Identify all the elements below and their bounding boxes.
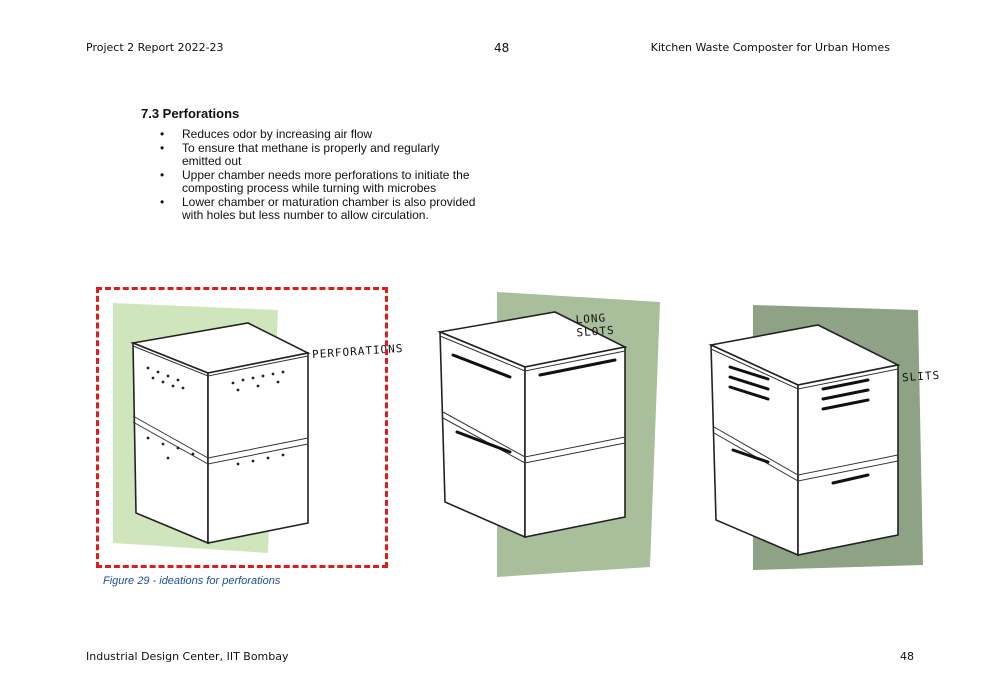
header-page-number: 48 (494, 41, 510, 55)
footer-left: Industrial Design Center, IIT Bombay (86, 650, 289, 663)
header-right: Kitchen Waste Composter for Urban Homes (650, 41, 890, 54)
sketch-slits (708, 305, 948, 575)
highlight-box (96, 287, 388, 568)
label-slits: SLITS (901, 368, 941, 385)
section-title: 7.3 Perforations (141, 106, 240, 121)
header-left: Project 2 Report 2022-23 (86, 41, 224, 54)
bullet-item: • Reduces odor by increasing air flow (158, 128, 478, 142)
bullet-item: • To ensure that methane is properly and regularly emitted out (158, 142, 478, 169)
figure-caption: Figure 29 - ideations for perforations (103, 575, 281, 587)
footer-page-number: 48 (900, 650, 914, 663)
label-perforations: PERFORATIONS (311, 341, 404, 362)
label-long-slots: LONG SLOTS (575, 311, 616, 340)
bullet-list (158, 128, 478, 223)
bullet-item: • Lower chamber or maturation chamber is also provided with holes but less number to allow circulation. (158, 196, 478, 223)
bullet-item: • Upper chamber needs more perforations to initiate the composting process while turning with microbes (158, 169, 478, 196)
